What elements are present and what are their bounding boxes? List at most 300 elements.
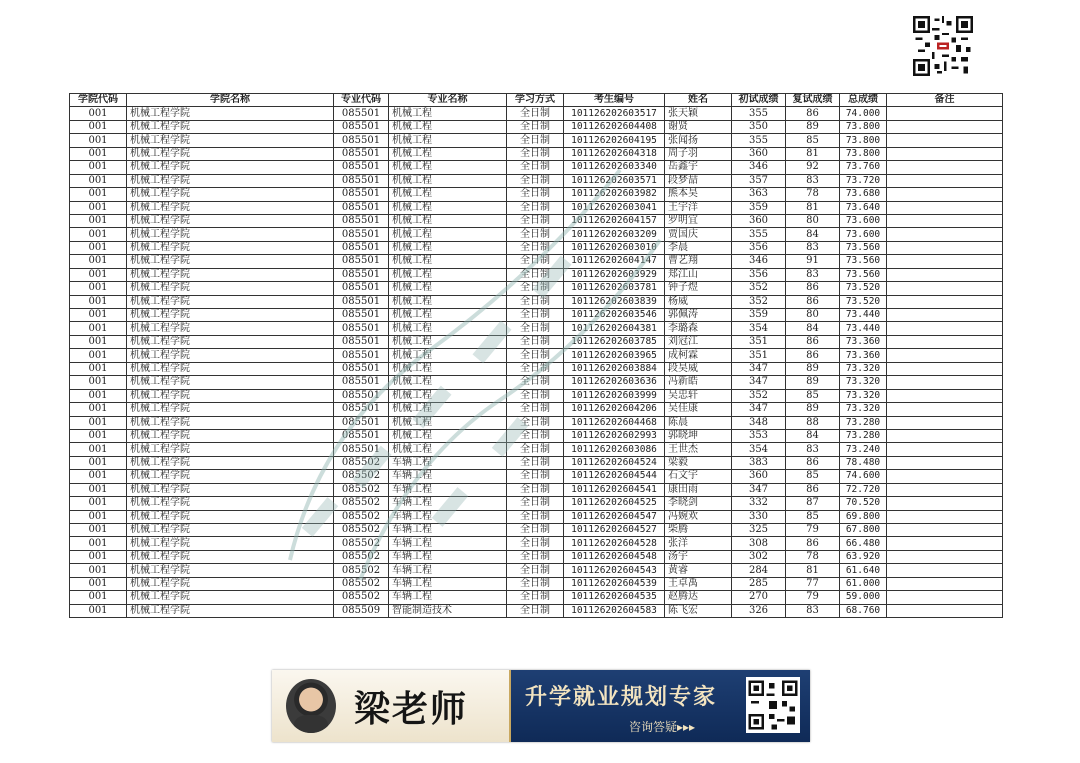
header-college-name: 学院名称 xyxy=(127,94,334,107)
cell-prelim-score: 360 xyxy=(732,470,786,483)
cell-major-name: 机械工程 xyxy=(389,389,507,402)
banner-qr-code-icon xyxy=(746,677,800,733)
cell-candidate-id: 101126202604147 xyxy=(564,255,665,268)
cell-remarks xyxy=(887,470,1003,483)
cell-study-mode: 全日制 xyxy=(507,120,564,133)
cell-study-mode: 全日制 xyxy=(507,201,564,214)
cell-candidate-id: 101126202604583 xyxy=(564,604,665,617)
cell-study-mode: 全日制 xyxy=(507,268,564,281)
cell-name: 李璐森 xyxy=(665,322,732,335)
cell-major-code: 085502 xyxy=(334,564,389,577)
cell-candidate-id: 101126202604381 xyxy=(564,322,665,335)
cell-name: 汤宇 xyxy=(665,550,732,563)
header-study-mode: 学习方式 xyxy=(507,94,564,107)
cell-prelim-score: 363 xyxy=(732,188,786,201)
cell-candidate-id: 101126202604527 xyxy=(564,524,665,537)
cell-total-score: 73.720 xyxy=(840,174,887,187)
cell-major-name: 机械工程 xyxy=(389,416,507,429)
cell-candidate-id: 101126202604195 xyxy=(564,134,665,147)
table-row xyxy=(70,470,1003,483)
cell-candidate-id: 101126202604206 xyxy=(564,403,665,416)
cell-remarks xyxy=(887,335,1003,348)
cell-name: 刘冠江 xyxy=(665,335,732,348)
cell-prelim-score: 352 xyxy=(732,389,786,402)
cell-study-mode: 全日制 xyxy=(507,510,564,523)
cell-college-code: 001 xyxy=(70,577,127,590)
table-row xyxy=(70,107,1003,120)
cell-prelim-score: 360 xyxy=(732,147,786,160)
cell-remarks xyxy=(887,403,1003,416)
table-row xyxy=(70,174,1003,187)
cell-college-code: 001 xyxy=(70,416,127,429)
table-row xyxy=(70,550,1003,563)
cell-candidate-id: 101126202603781 xyxy=(564,282,665,295)
cell-study-mode: 全日制 xyxy=(507,282,564,295)
cell-name: 罗明宜 xyxy=(665,214,732,227)
table-row xyxy=(70,228,1003,241)
table-row xyxy=(70,510,1003,523)
cell-remarks xyxy=(887,564,1003,577)
cell-remarks xyxy=(887,376,1003,389)
cell-total-score: 61.000 xyxy=(840,577,887,590)
cell-remarks xyxy=(887,537,1003,550)
cell-major-code: 085501 xyxy=(334,443,389,456)
cell-name: 冯新皓 xyxy=(665,376,732,389)
cell-candidate-id: 101126202604408 xyxy=(564,120,665,133)
cell-major-code: 085501 xyxy=(334,335,389,348)
cell-total-score: 73.520 xyxy=(840,282,887,295)
header-candidate-id: 考生编号 xyxy=(564,94,665,107)
header-college-code: 学院代码 xyxy=(70,94,127,107)
cell-retest-score: 85 xyxy=(786,510,840,523)
cell-college-code: 001 xyxy=(70,120,127,133)
cell-major-name: 机械工程 xyxy=(389,147,507,160)
table-row xyxy=(70,564,1003,577)
cell-prelim-score: 354 xyxy=(732,322,786,335)
cell-total-score: 74.000 xyxy=(840,107,887,120)
cell-retest-score: 83 xyxy=(786,443,840,456)
cell-name: 石文宇 xyxy=(665,470,732,483)
cell-major-code: 085501 xyxy=(334,147,389,160)
cell-prelim-score: 359 xyxy=(732,309,786,322)
cell-college-name: 机械工程学院 xyxy=(127,241,334,254)
banner-profile xyxy=(272,670,511,742)
cell-study-mode: 全日制 xyxy=(507,443,564,456)
cell-remarks xyxy=(887,604,1003,617)
cell-remarks xyxy=(887,550,1003,563)
cell-major-code: 085501 xyxy=(334,322,389,335)
cell-prelim-score: 356 xyxy=(732,241,786,254)
cell-retest-score: 85 xyxy=(786,470,840,483)
header-prelim-score: 初试成绩 xyxy=(732,94,786,107)
cell-major-name: 机械工程 xyxy=(389,309,507,322)
cell-college-code: 001 xyxy=(70,349,127,362)
cell-college-code: 001 xyxy=(70,550,127,563)
cell-prelim-score: 308 xyxy=(732,537,786,550)
banner-slogan-area xyxy=(511,670,810,742)
cell-major-name: 车辆工程 xyxy=(389,483,507,496)
cell-remarks xyxy=(887,483,1003,496)
cell-remarks xyxy=(887,362,1003,375)
cell-name: 郭佩涛 xyxy=(665,309,732,322)
cell-name: 王卓禹 xyxy=(665,577,732,590)
cell-college-name: 机械工程学院 xyxy=(127,591,334,604)
cell-name: 康田雨 xyxy=(665,483,732,496)
cell-prelim-score: 284 xyxy=(732,564,786,577)
cell-retest-score: 83 xyxy=(786,174,840,187)
cell-remarks xyxy=(887,322,1003,335)
cell-retest-score: 83 xyxy=(786,268,840,281)
table-row xyxy=(70,376,1003,389)
cell-prelim-score: 346 xyxy=(732,255,786,268)
cell-retest-score: 86 xyxy=(786,483,840,496)
cell-candidate-id: 101126202603041 xyxy=(564,201,665,214)
cell-major-name: 智能制造技术 xyxy=(389,604,507,617)
cell-retest-score: 86 xyxy=(786,335,840,348)
cell-retest-score: 81 xyxy=(786,564,840,577)
cell-candidate-id: 101126202604157 xyxy=(564,214,665,227)
cell-major-name: 车辆工程 xyxy=(389,550,507,563)
cell-remarks xyxy=(887,456,1003,469)
table-row xyxy=(70,416,1003,429)
cell-candidate-id: 101126202602993 xyxy=(564,429,665,442)
table-row xyxy=(70,604,1003,617)
table-header-row xyxy=(70,94,1003,107)
cell-prelim-score: 351 xyxy=(732,335,786,348)
cell-study-mode: 全日制 xyxy=(507,550,564,563)
cell-college-code: 001 xyxy=(70,470,127,483)
cell-name: 周子羽 xyxy=(665,147,732,160)
cell-major-name: 机械工程 xyxy=(389,268,507,281)
cell-remarks xyxy=(887,389,1003,402)
cell-college-code: 001 xyxy=(70,429,127,442)
cell-major-name: 机械工程 xyxy=(389,322,507,335)
cell-total-score: 73.560 xyxy=(840,255,887,268)
cell-college-code: 001 xyxy=(70,228,127,241)
cell-retest-score: 83 xyxy=(786,604,840,617)
cell-retest-score: 88 xyxy=(786,416,840,429)
cell-major-name: 车辆工程 xyxy=(389,524,507,537)
cell-candidate-id: 101126202604528 xyxy=(564,537,665,550)
consult-link[interactable]: 咨询答疑▸▸▸ xyxy=(629,720,696,734)
cell-total-score: 67.800 xyxy=(840,524,887,537)
cell-college-code: 001 xyxy=(70,403,127,416)
cell-college-name: 机械工程学院 xyxy=(127,456,334,469)
cell-retest-score: 89 xyxy=(786,120,840,133)
cell-retest-score: 86 xyxy=(786,349,840,362)
cell-name: 王宇洋 xyxy=(665,201,732,214)
cell-candidate-id: 101126202603209 xyxy=(564,228,665,241)
cell-study-mode: 全日制 xyxy=(507,456,564,469)
cell-prelim-score: 350 xyxy=(732,120,786,133)
avatar xyxy=(286,679,336,733)
cell-study-mode: 全日制 xyxy=(507,188,564,201)
cell-college-code: 001 xyxy=(70,255,127,268)
cell-major-name: 机械工程 xyxy=(389,403,507,416)
cell-prelim-score: 354 xyxy=(732,443,786,456)
cell-name: 吴佳康 xyxy=(665,403,732,416)
header-total-score: 总成绩 xyxy=(840,94,887,107)
cell-name: 李晨 xyxy=(665,241,732,254)
cell-college-code: 001 xyxy=(70,389,127,402)
cell-study-mode: 全日制 xyxy=(507,161,564,174)
cell-prelim-score: 359 xyxy=(732,201,786,214)
cell-college-name: 机械工程学院 xyxy=(127,510,334,523)
cell-name: 张天颖 xyxy=(665,107,732,120)
cell-college-code: 001 xyxy=(70,134,127,147)
cell-total-score: 73.440 xyxy=(840,322,887,335)
cell-major-name: 机械工程 xyxy=(389,161,507,174)
cell-major-code: 085501 xyxy=(334,362,389,375)
header-major-name: 专业名称 xyxy=(389,94,507,107)
cell-major-name: 机械工程 xyxy=(389,282,507,295)
cell-college-code: 001 xyxy=(70,241,127,254)
cell-college-name: 机械工程学院 xyxy=(127,564,334,577)
cell-candidate-id: 101126202603636 xyxy=(564,376,665,389)
cell-college-name: 机械工程学院 xyxy=(127,403,334,416)
cell-major-name: 机械工程 xyxy=(389,295,507,308)
cell-name: 曹艺翔 xyxy=(665,255,732,268)
cell-college-code: 001 xyxy=(70,564,127,577)
cell-prelim-score: 357 xyxy=(732,174,786,187)
cell-major-code: 085502 xyxy=(334,483,389,496)
cell-retest-score: 81 xyxy=(786,201,840,214)
cell-major-code: 085501 xyxy=(334,241,389,254)
table-row xyxy=(70,497,1003,510)
cell-study-mode: 全日制 xyxy=(507,416,564,429)
cell-college-name: 机械工程学院 xyxy=(127,322,334,335)
cell-major-name: 车辆工程 xyxy=(389,577,507,590)
cell-college-code: 001 xyxy=(70,604,127,617)
table-row xyxy=(70,188,1003,201)
cell-study-mode: 全日制 xyxy=(507,309,564,322)
cell-major-code: 085501 xyxy=(334,214,389,227)
cell-major-name: 车辆工程 xyxy=(389,591,507,604)
cell-college-code: 001 xyxy=(70,524,127,537)
cell-remarks xyxy=(887,497,1003,510)
header-remarks: 备注 xyxy=(887,94,1003,107)
cell-name: 郑江山 xyxy=(665,268,732,281)
cell-major-code: 085501 xyxy=(334,295,389,308)
cell-prelim-score: 355 xyxy=(732,134,786,147)
cell-candidate-id: 101126202603785 xyxy=(564,335,665,348)
cell-major-code: 085501 xyxy=(334,268,389,281)
cell-remarks xyxy=(887,268,1003,281)
cell-major-name: 机械工程 xyxy=(389,188,507,201)
header-name: 姓名 xyxy=(665,94,732,107)
cell-prelim-score: 325 xyxy=(732,524,786,537)
cell-total-score: 59.000 xyxy=(840,591,887,604)
cell-major-name: 机械工程 xyxy=(389,214,507,227)
cell-retest-score: 78 xyxy=(786,550,840,563)
cell-study-mode: 全日制 xyxy=(507,577,564,590)
cell-name: 杨威 xyxy=(665,295,732,308)
cell-major-name: 机械工程 xyxy=(389,429,507,442)
cell-remarks xyxy=(887,309,1003,322)
table-row xyxy=(70,268,1003,281)
table-row xyxy=(70,161,1003,174)
cell-major-name: 机械工程 xyxy=(389,241,507,254)
cell-college-name: 机械工程学院 xyxy=(127,147,334,160)
cell-prelim-score: 356 xyxy=(732,268,786,281)
cell-study-mode: 全日制 xyxy=(507,362,564,375)
cell-prelim-score: 330 xyxy=(732,510,786,523)
cell-remarks xyxy=(887,214,1003,227)
cell-college-name: 机械工程学院 xyxy=(127,429,334,442)
cell-name: 陈飞宏 xyxy=(665,604,732,617)
cell-retest-score: 80 xyxy=(786,214,840,227)
cell-remarks xyxy=(887,120,1003,133)
cell-remarks xyxy=(887,147,1003,160)
cell-study-mode: 全日制 xyxy=(507,174,564,187)
cell-candidate-id: 101126202603839 xyxy=(564,295,665,308)
table-row xyxy=(70,524,1003,537)
cell-major-code: 085502 xyxy=(334,497,389,510)
cell-retest-score: 89 xyxy=(786,376,840,389)
cell-total-score: 73.760 xyxy=(840,161,887,174)
cell-remarks xyxy=(887,174,1003,187)
cell-major-code: 085502 xyxy=(334,456,389,469)
cell-college-code: 001 xyxy=(70,322,127,335)
cell-candidate-id: 101126202604524 xyxy=(564,456,665,469)
cell-major-code: 085509 xyxy=(334,604,389,617)
cell-major-name: 机械工程 xyxy=(389,255,507,268)
cell-major-code: 085501 xyxy=(334,228,389,241)
cell-major-code: 085502 xyxy=(334,470,389,483)
cell-college-name: 机械工程学院 xyxy=(127,550,334,563)
cell-candidate-id: 101126202604539 xyxy=(564,577,665,590)
cell-candidate-id: 101126202603340 xyxy=(564,161,665,174)
cell-candidate-id: 101126202603884 xyxy=(564,362,665,375)
cell-study-mode: 全日制 xyxy=(507,389,564,402)
cell-study-mode: 全日制 xyxy=(507,107,564,120)
cell-college-code: 001 xyxy=(70,483,127,496)
cell-retest-score: 91 xyxy=(786,255,840,268)
table-row xyxy=(70,456,1003,469)
cell-college-code: 001 xyxy=(70,188,127,201)
cell-name: 柴腾 xyxy=(665,524,732,537)
cell-college-code: 001 xyxy=(70,282,127,295)
cell-retest-score: 79 xyxy=(786,524,840,537)
table-row xyxy=(70,309,1003,322)
admission-scores-table xyxy=(69,93,1003,618)
cell-remarks xyxy=(887,161,1003,174)
cell-major-code: 085501 xyxy=(334,309,389,322)
cell-total-score: 73.240 xyxy=(840,443,887,456)
cell-total-score: 69.800 xyxy=(840,510,887,523)
cell-college-name: 机械工程学院 xyxy=(127,309,334,322)
cell-retest-score: 77 xyxy=(786,577,840,590)
cell-total-score: 73.320 xyxy=(840,403,887,416)
cell-college-code: 001 xyxy=(70,161,127,174)
cell-college-code: 001 xyxy=(70,362,127,375)
cell-major-code: 085501 xyxy=(334,134,389,147)
table-row xyxy=(70,389,1003,402)
cell-prelim-score: 383 xyxy=(732,456,786,469)
cell-college-name: 机械工程学院 xyxy=(127,214,334,227)
cell-name: 张洋 xyxy=(665,537,732,550)
cell-total-score: 73.360 xyxy=(840,349,887,362)
cell-name: 贾国庆 xyxy=(665,228,732,241)
cell-total-score: 72.720 xyxy=(840,483,887,496)
cell-study-mode: 全日制 xyxy=(507,349,564,362)
cell-prelim-score: 360 xyxy=(732,214,786,227)
cell-remarks xyxy=(887,429,1003,442)
cell-total-score: 74.600 xyxy=(840,470,887,483)
cell-major-name: 机械工程 xyxy=(389,362,507,375)
cell-name: 成柯霖 xyxy=(665,349,732,362)
cell-name: 岳鑫宇 xyxy=(665,161,732,174)
cell-prelim-score: 347 xyxy=(732,362,786,375)
cell-remarks xyxy=(887,443,1003,456)
cell-study-mode: 全日制 xyxy=(507,376,564,389)
cell-candidate-id: 101126202603546 xyxy=(564,309,665,322)
cell-candidate-id: 101126202603929 xyxy=(564,268,665,281)
cell-major-code: 085501 xyxy=(334,349,389,362)
cell-total-score: 73.360 xyxy=(840,335,887,348)
table-row xyxy=(70,403,1003,416)
cell-prelim-score: 353 xyxy=(732,429,786,442)
cell-total-score: 61.640 xyxy=(840,564,887,577)
table-row xyxy=(70,201,1003,214)
cell-total-score: 73.320 xyxy=(840,389,887,402)
cell-college-name: 机械工程学院 xyxy=(127,443,334,456)
table-row xyxy=(70,241,1003,254)
cell-candidate-id: 101126202603965 xyxy=(564,349,665,362)
cell-college-code: 001 xyxy=(70,443,127,456)
cell-college-name: 机械工程学院 xyxy=(127,201,334,214)
cell-college-name: 机械工程学院 xyxy=(127,174,334,187)
cell-candidate-id: 101126202603517 xyxy=(564,107,665,120)
cell-name: 王世杰 xyxy=(665,443,732,456)
cell-major-name: 车辆工程 xyxy=(389,456,507,469)
cell-college-code: 001 xyxy=(70,295,127,308)
cell-prelim-score: 352 xyxy=(732,295,786,308)
cell-major-code: 085501 xyxy=(334,120,389,133)
cell-study-mode: 全日制 xyxy=(507,295,564,308)
cell-retest-score: 85 xyxy=(786,134,840,147)
cell-college-code: 001 xyxy=(70,147,127,160)
cell-major-code: 085501 xyxy=(334,255,389,268)
cell-college-name: 机械工程学院 xyxy=(127,376,334,389)
cell-total-score: 66.480 xyxy=(840,537,887,550)
cell-major-name: 机械工程 xyxy=(389,107,507,120)
cell-college-code: 001 xyxy=(70,107,127,120)
cell-name: 段昊威 xyxy=(665,362,732,375)
cell-retest-score: 81 xyxy=(786,147,840,160)
cell-major-code: 085501 xyxy=(334,174,389,187)
cell-total-score: 63.920 xyxy=(840,550,887,563)
header-major-code: 专业代码 xyxy=(334,94,389,107)
cell-major-name: 机械工程 xyxy=(389,228,507,241)
cell-study-mode: 全日制 xyxy=(507,429,564,442)
cell-college-name: 机械工程学院 xyxy=(127,228,334,241)
cell-total-score: 73.600 xyxy=(840,228,887,241)
cell-remarks xyxy=(887,510,1003,523)
cell-major-code: 085501 xyxy=(334,201,389,214)
cell-college-code: 001 xyxy=(70,456,127,469)
cell-college-code: 001 xyxy=(70,335,127,348)
cell-retest-score: 89 xyxy=(786,362,840,375)
cell-major-code: 085501 xyxy=(334,416,389,429)
cell-candidate-id: 101126202604535 xyxy=(564,591,665,604)
cell-candidate-id: 101126202603086 xyxy=(564,443,665,456)
table-row xyxy=(70,591,1003,604)
cell-major-name: 车辆工程 xyxy=(389,510,507,523)
cell-major-name: 机械工程 xyxy=(389,443,507,456)
promo-banner[interactable] xyxy=(272,670,810,742)
cell-retest-score: 87 xyxy=(786,497,840,510)
